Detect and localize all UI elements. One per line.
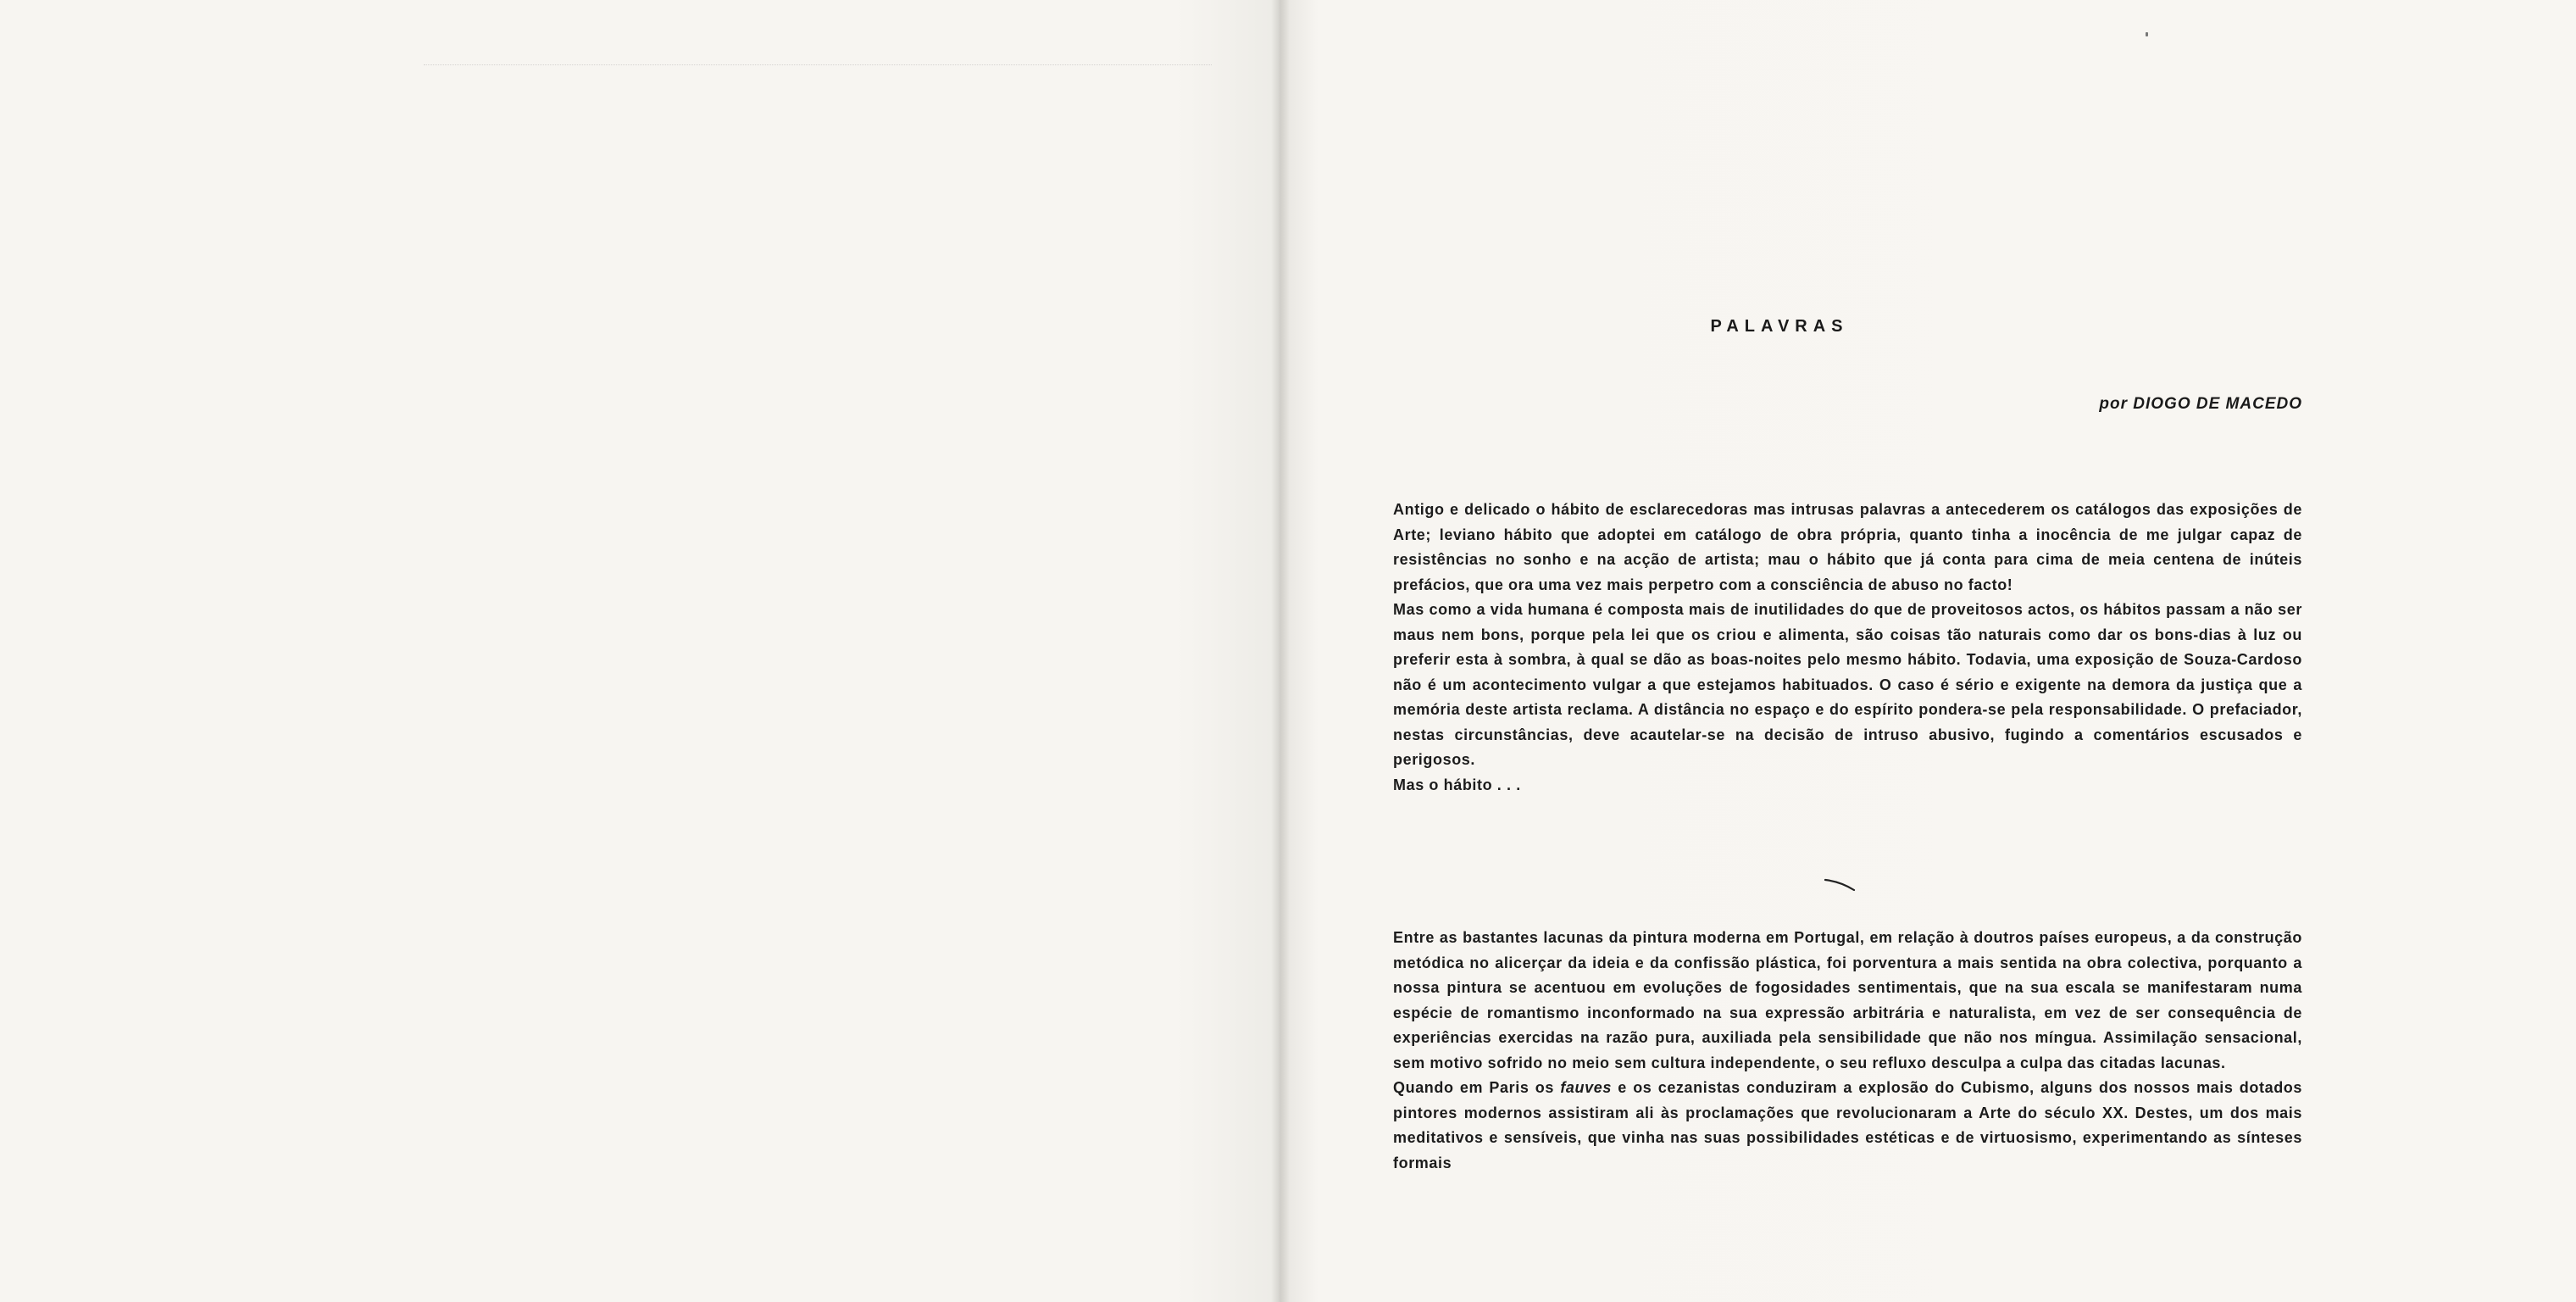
text-section-1 bbox=[1393, 498, 2302, 798]
section-divider-flourish bbox=[1824, 876, 1857, 893]
paragraph: Mas o hábito . . . bbox=[1393, 776, 1521, 793]
page-title: PALAVRAS bbox=[1710, 317, 1849, 336]
paragraph: Mas como a vida humana é composta mais de inutilidades do que de proveitosos actos, os hábitos passam a não ser maus nem bons, porque pela lei que os criou e alimenta, são coisas tão naturais como dar os bons-dias à luz ou preferir esta à sombra, à qual se dão as boas-noites pelo mesmo hábito. Todavia, uma exposição de Souza-Cardoso não é um acontecimento vulgar a que estejamos habituados. O caso é sério e exigente na demora da justiça que a memória deste artista reclama. A distância no espaço e do espírito pondera-se pela responsabilidade. O prefaciador, nestas circunstâncias, deve acautelar-se na decisão de intruso abusivo, fugindo a comentários escusados e perigosos. bbox=[1393, 601, 2302, 768]
author-byline: por DIOGO DE MACEDO bbox=[2099, 395, 2302, 413]
paragraph bbox=[1393, 1076, 2302, 1176]
text-section-2 bbox=[1393, 926, 2302, 1176]
paragraph-text: e os cezanistas conduziram a explosão do Cubismo, alguns dos nossos mais dotados pintores modernos assistiram ali às proclamações que revolucionaram a Arte do século XX. Destes, um dos mais meditativos e sensíveis, que vinha nas suas possibilidades estéticas e de virtuosismo, experimentando as sínteses formais bbox=[1393, 1079, 2303, 1171]
paragraph-text: Quando em Paris os bbox=[1393, 1079, 1561, 1096]
faint-top-mark bbox=[424, 64, 1212, 66]
italic-term: fauves bbox=[1560, 1079, 1612, 1096]
book-gutter bbox=[1271, 0, 1290, 1302]
paragraph: Antigo e delicado o hábito de esclarecedoras mas intrusas palavras a antecederem os catálogos das exposições de Arte; leviano hábito que adoptei em catálogo de obra própria, quanto tinha a inocência de me julgar capaz de resistências no sonho e na acção de artista; mau o hábito que já conta para cima de meia centena de inúteis prefácios, que ora uma vez mais perpetro com a consciência de abuso no facto! bbox=[1393, 501, 2302, 593]
left-page-blank bbox=[0, 0, 1280, 1302]
paragraph: Entre as bastantes lacunas da pintura moderna em Portugal, em relação à doutros países europeus, a da construção metódica no alicerçar da ideia e da confissão plástica, foi porventura a mais sentida na obra colectiva, porquanto a nossa pintura se acentuou em evoluções de fogosidades sentimentais, que na sua escala se manifestaram numa espécie de romantismo inconformado na sua expressão arbitrária e naturalista, em vez de ser consequência de experiências exercidas na razão pura, auxiliada pela sensibilidade que não nos míngua. Assimilação sensacional, sem motivo sofrido no meio sem cultura independente, o seu refluxo desculpa a culpa das citadas lacunas. bbox=[1393, 929, 2302, 1071]
paper-speck bbox=[2146, 32, 2148, 36]
